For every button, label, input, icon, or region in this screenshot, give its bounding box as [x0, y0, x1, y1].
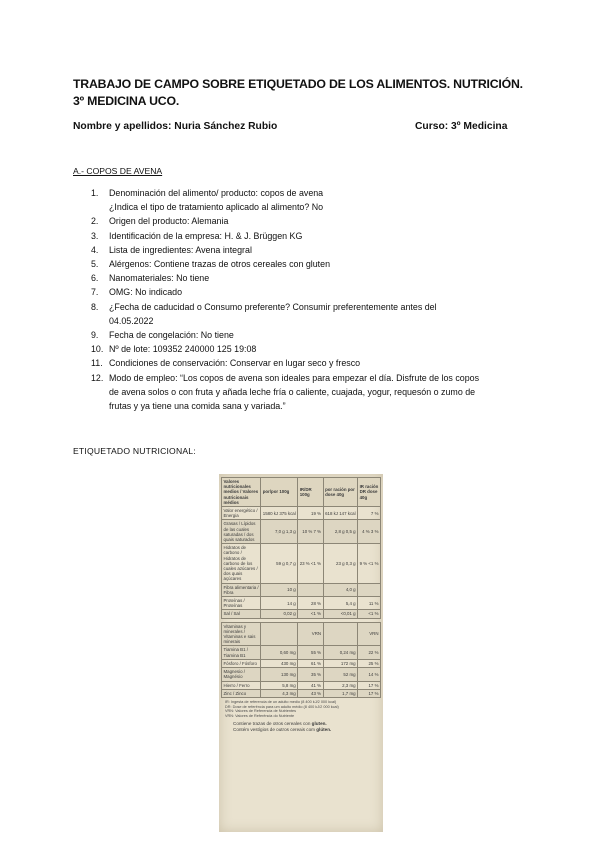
list-item	[73, 271, 543, 285]
nutrition-cell: Magnesio / Magnésio	[222, 668, 261, 681]
nutrition-cell: 55 %	[298, 646, 323, 659]
nutrition-header-cell: IR ración DR dose 40g	[358, 478, 381, 507]
nutrition-cell: VRN	[358, 622, 381, 646]
list-item-text	[109, 243, 543, 257]
nutrition-cell: 172 mg	[323, 659, 358, 667]
nutrition-cell: 0,02 g	[261, 610, 298, 618]
list-item	[73, 356, 543, 370]
nutrition-cell: 23 g 0,3 g	[323, 544, 358, 583]
nutrition-cell: 5,8 mg	[261, 681, 298, 689]
list-item-text	[109, 342, 543, 356]
nutrition-cell: 1580 kJ 375 kcal	[261, 507, 298, 520]
list-item-line: ¿Fecha de caducidad o Consumo preferente? Consumir preferentemente antes del	[109, 301, 437, 312]
nutrition-cell: 10 % 7 %	[298, 520, 323, 544]
nutrition-cell: 35 %	[298, 668, 323, 681]
list-item-number: 8.	[91, 301, 99, 312]
nutrition-cell: Proteínas / Proteínas	[222, 597, 261, 610]
list-item-line: OMG: No indicado	[109, 287, 183, 298]
list-item-text	[109, 229, 543, 243]
list-item	[73, 229, 543, 243]
traces-es: Contiene trazas de otros cereales con gluten.	[233, 721, 327, 727]
list-item-text	[109, 300, 543, 328]
nutrition-cell: Fósforo / Fósforo	[222, 659, 261, 667]
nutrition-cell: 5,4 g	[323, 597, 358, 610]
list-item	[73, 328, 543, 342]
nutrition-row	[222, 646, 381, 659]
nutrition-cell: 0,60 mg	[261, 646, 298, 659]
nutrition-header-cell: por ración por dose 40g	[323, 478, 358, 507]
nutrition-row	[222, 668, 381, 681]
list-item	[73, 214, 543, 228]
nutrition-cell	[358, 583, 381, 596]
nutrition-cell: 61 %	[298, 659, 323, 667]
nutrition-cell: 11 %	[358, 597, 381, 610]
nutrition-cell: 7,0 g 1,3 g	[261, 520, 298, 544]
list-item-line: Denominación del alimento/ producto: copos de avena	[109, 188, 324, 198]
list-item-number: 11.	[91, 358, 103, 369]
nutrition-cell: Hierro / Ferro	[222, 681, 261, 689]
nutrition-cell: Fibra alimentaria / Fibra	[222, 583, 261, 596]
nutrition-row	[222, 583, 381, 596]
list-item	[73, 300, 543, 328]
list-item-number: 10.	[91, 344, 104, 355]
list-item-text	[109, 371, 543, 414]
nutrition-table	[221, 477, 381, 698]
section-title: A.- COPOS DE AVENA	[73, 166, 163, 176]
nutrition-cell: 25 %	[358, 659, 381, 667]
list-item-number: 9.	[91, 330, 99, 341]
title-line-2: 3º MEDICINA UCO.	[73, 94, 180, 108]
nutrition-cell: Tiamina B1 / Tiamina B1	[222, 646, 261, 659]
nutrition-cell: 4,3 mg	[261, 689, 298, 697]
nutrition-heading: ETIQUETADO NUTRICIONAL:	[73, 446, 196, 456]
nutrition-cell: Vitaminas y minerales / Vitaminas e sais minerais	[222, 622, 261, 646]
nutrition-cell: 41 %	[298, 681, 323, 689]
list-item	[73, 371, 543, 414]
nutrition-cell: 2,3 mg	[323, 681, 358, 689]
nutrition-cell: 14 %	[358, 668, 381, 681]
footnote-line: VRN: Valores de Referência do Nutriente	[225, 713, 295, 718]
nutrition-cell: 17 %	[358, 689, 381, 697]
nutrition-cell: 23 % <1 %	[298, 544, 323, 583]
list-item-line: Lista de ingredientes: Avena integral	[109, 244, 252, 255]
list-item-line: frutas y ya tiene una comida sana y variada.”	[109, 401, 286, 412]
nutrition-cell: Zinc / Zinco	[222, 689, 261, 697]
title-line-1: TRABAJO DE CAMPO SOBRE ETIQUETADO DE LOS ALIMENTOS. NUTRICIÓN.	[73, 77, 523, 91]
nutrition-cell: 618 kJ 147 kcal	[323, 507, 358, 520]
list-item-line: ¿Indica el tipo de tratamiento aplicado al alimento? No	[109, 202, 324, 213]
nutrition-cell	[298, 583, 323, 596]
list-item-line: Nanomateriales: No tiene	[109, 273, 210, 284]
nutrition-row	[222, 659, 381, 667]
list-item-text	[109, 257, 543, 271]
nutrition-cell: 430 mg	[261, 659, 298, 667]
nutrition-cell: 52 mg	[323, 668, 358, 681]
nutrition-cell: Hidratos de carbono / Hidratos de carbono de los cuales azúcares / dos quais açúcares	[222, 544, 261, 583]
nutrition-cell: 22 %	[358, 646, 381, 659]
list-item	[73, 257, 543, 271]
nutrition-cell: 59 g 0,7 g	[261, 544, 298, 583]
list-item-text	[109, 356, 543, 370]
nutrition-cell: Sal / Sal	[222, 610, 261, 618]
list-item-number: 2.	[91, 216, 99, 227]
document-title	[73, 76, 543, 110]
nutrition-row	[222, 544, 381, 583]
nutrition-header-cell: Valores nutricionales medios / Valores nutricionais médios	[222, 478, 261, 507]
list-item-line: Fecha de congelación: No tiene	[109, 330, 234, 341]
list-item-number: 12.	[91, 372, 104, 383]
traces-notice	[219, 718, 383, 732]
footnote-line: VRN: Valores de Referencia de Nutrientes	[225, 709, 297, 714]
nutrition-cell: 19 %	[298, 507, 323, 520]
nutrition-label-photo	[219, 474, 383, 832]
nutrition-cell: 4 % 3 %	[358, 520, 381, 544]
nutrition-cell: 28 %	[298, 597, 323, 610]
nutrition-table-header	[222, 478, 381, 507]
nutrition-cell: <1 %	[298, 610, 323, 618]
student-name: Nombre y apellidos: Nuria Sánchez Rubio	[73, 121, 278, 132]
list-item-line: Alérgenos: Contiene trazas de otros cereales con gluten	[109, 259, 331, 270]
list-item-number: 7.	[91, 287, 99, 298]
nutrition-header-cell: por/por 100g	[261, 478, 298, 507]
list-item-text	[109, 214, 543, 228]
list-item-text	[109, 328, 543, 342]
nutrition-cell: 1,7 mg	[323, 689, 358, 697]
list-item-line: Condiciones de conservación: Conservar en lugar seco y fresco	[109, 358, 361, 369]
nutrition-cell: <1 %	[358, 610, 381, 618]
list-item	[73, 186, 543, 214]
list-item-number: 6.	[91, 273, 99, 284]
label-item-list	[73, 186, 543, 413]
nutrition-cell: <0,01 g	[323, 610, 358, 618]
list-item	[73, 243, 543, 257]
nutrition-row	[222, 507, 381, 520]
footnote-line: DR: Dose de referência para um adulto médio (8 400 kJ/2 000 kcal)	[225, 704, 339, 709]
list-item-line: de avena solos o con fruta y añada leche fría o caliente, cuajada, yogur, requesón o zumo de	[109, 386, 476, 397]
nutrition-cell: 2,8 g 0,5 g	[323, 520, 358, 544]
list-item-line: Nº de lote: 109352 240000 125 19:08	[109, 344, 257, 355]
nutrition-row	[222, 681, 381, 689]
nutrition-row	[222, 610, 381, 618]
list-item-number: 1.	[91, 188, 99, 198]
list-item-line: 04.05.2022	[109, 315, 154, 326]
nutrition-cell: 43 %	[298, 689, 323, 697]
nutrition-cell: 10 g	[261, 583, 298, 596]
nutrition-cell: 0,24 mg	[323, 646, 358, 659]
list-item-number: 5.	[91, 259, 99, 270]
course-label: Curso: 3º Medicina	[415, 121, 508, 132]
nutrition-cell: 9 % <1 %	[358, 544, 381, 583]
traces-pt: Contém vestígios de outros cereais com glúten.	[233, 726, 332, 732]
list-item-text	[109, 186, 543, 214]
list-item-text	[109, 285, 543, 299]
list-item-line: Modo de empleo: “Los copos de avena son ideales para empezar el día. Disfrute de los copos	[109, 372, 480, 383]
list-item-line: Origen del producto: Alemania	[109, 216, 229, 227]
nutrition-cell: VRN	[298, 622, 323, 646]
list-item-line: Identificación de la empresa: H. & J. Brüggen KG	[109, 230, 303, 241]
nutrition-header-cell: IR/DR 100g	[298, 478, 323, 507]
nutrition-footnotes	[219, 698, 383, 718]
nutrition-row	[222, 689, 381, 697]
nutrition-row	[222, 520, 381, 544]
footnote-line: IR: Ingesta de referencia de un adulto medio (8 400 kJ/2 000 kcal)	[225, 699, 337, 704]
nutrition-cell: 7 %	[358, 507, 381, 520]
nutrition-cell	[323, 622, 358, 646]
nutrition-row	[222, 622, 381, 646]
nutrition-cell: 14 g	[261, 597, 298, 610]
nutrition-cell: 17 %	[358, 681, 381, 689]
list-item	[73, 342, 543, 356]
nutrition-cell: Valor energético / Energia	[222, 507, 261, 520]
nutrition-cell: 130 mg	[261, 668, 298, 681]
nutrition-cell	[261, 622, 298, 646]
list-item-number: 3.	[91, 230, 99, 241]
nutrition-cell: Grasas / Lípidos de las cuales saturadas / dos quais saturados	[222, 520, 261, 544]
list-item-text	[109, 271, 543, 285]
nutrition-cell: 4,0 g	[323, 583, 358, 596]
nutrition-row	[222, 597, 381, 610]
list-item-number: 4.	[91, 244, 99, 255]
list-item	[73, 285, 543, 299]
